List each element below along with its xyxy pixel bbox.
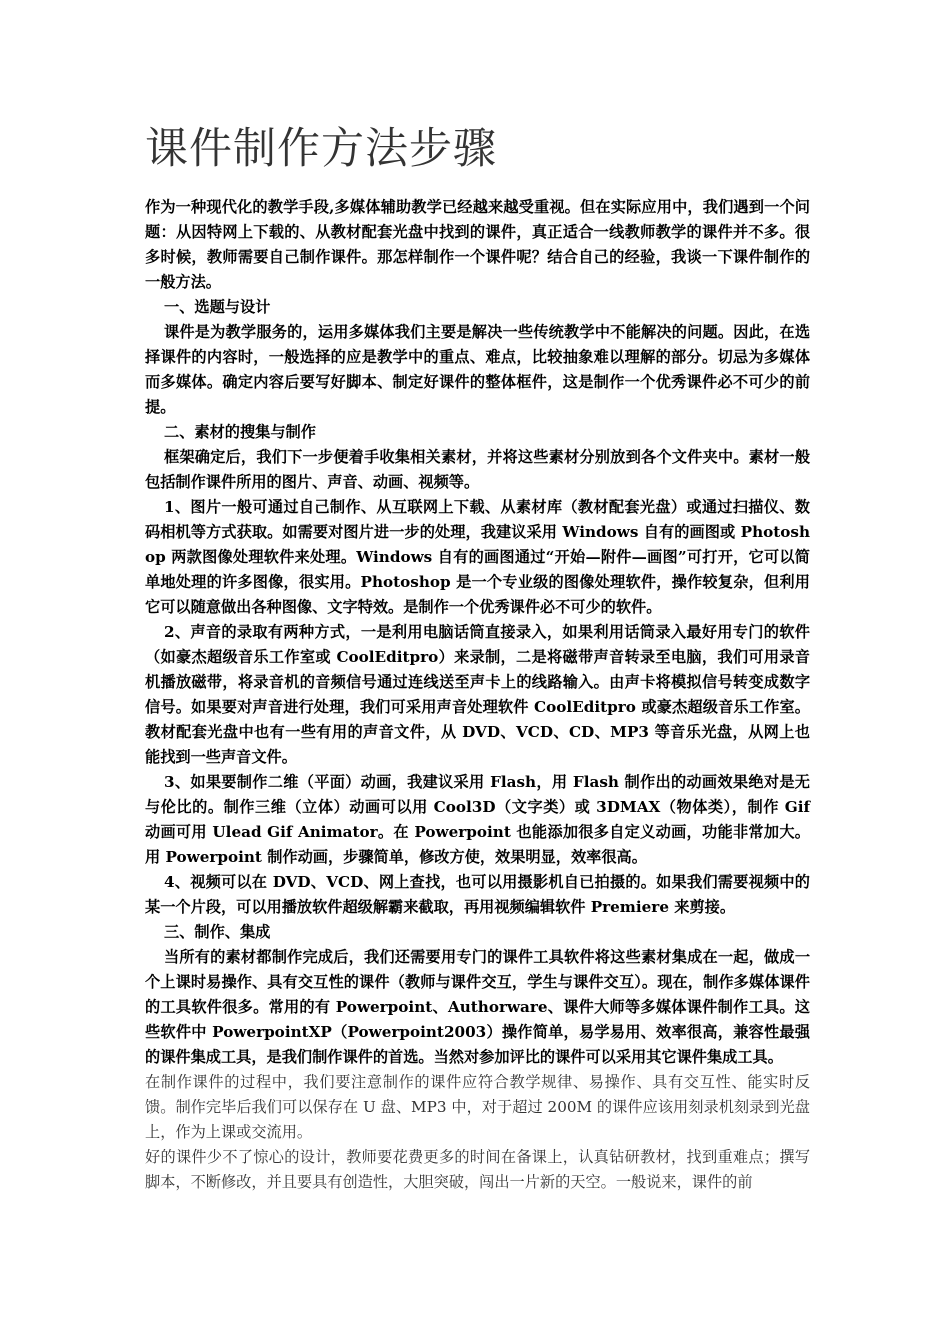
paragraph-saving: 在制作课件的过程中，我们要注意制作的课件应符合教学规律、易操作、具有交互性、能实时反馈。制作完毕后我们可以保存在 U 盘、MP3 中，对于超过 200M 的课件应该用刻录机刻录到光盘上，作为上课或交流用。 bbox=[145, 1073, 810, 1141]
document-body bbox=[145, 195, 810, 1195]
section-heading-materials: 二、素材的搜集与制作 bbox=[164, 423, 316, 441]
paragraph-integration: 当所有的素材都制作完成后，我们还需要用专门的课件工具软件将这些素材集成在一起，做成一个上课时易操作、具有交互性的课件（教师与课件交互，学生与课件交互）。现在，制作多媒体课件的工具软件很多。常用的有 Powerpoint、Authorware、课件大师等多媒体课件制作工具。这些软件中 PowerpointXP（Powerpoint2003）操作简单，易学易用、效率很高，兼容性最强的课件集成工具，是我们制作课件的首选。当然对参加评比的课件可以采用其它课件集成工具。 bbox=[145, 948, 810, 1066]
document-title: 课件制作方法步骤 bbox=[145, 124, 497, 174]
section-heading-integration: 三、制作、集成 bbox=[164, 923, 271, 941]
paragraph-images: 1、图片一般可通过自己制作、从互联网上下载、从素材库（教材配套光盘）或通过扫描仪、数码相机等方式获取。如需要对图片进一步的处理，我建议采用 Windows 自有的画图或 Photoshop 两款图像处理软件来处理。Windows 自有的画图通过“开始—附件—画图”可打开，它可以简单地处理的许多图像，很实用。Photoshop 是一个专业级的图像处理软件，操作较复杂，但利用它可以随意做出各种图像、文字特效。是制作一个优秀课件必不可少的软件。 bbox=[145, 498, 810, 616]
paragraph-materials: 框架确定后，我们下一步便着手收集相关素材，并将这些素材分别放到各个文件夹中。素材一般包括制作课件所用的图片、声音、动画、视频等。 bbox=[145, 448, 810, 491]
paragraph-sound: 2、声音的录取有两种方式，一是利用电脑话筒直接录入，如果利用话筒录入最好用专门的软件（如豪杰超级音乐工作室或 CoolEditpro）来录制，二是将磁带声音转录至电脑，我们可用录音机播放磁带，将录音机的音频信号通过连线送至声卡上的线路输入。由声卡将模拟信号转变成数字信号。如果要对声音进行处理，我们可采用声音处理软件 CoolEditpro 或豪杰超级音乐工作室。教材配套光盘中也有一些有用的声音文件，从 DVD、VCD、CD、MP3 等音乐光盘，从网上也能找到一些声音文件。 bbox=[145, 623, 810, 766]
paragraph-animation: 3、如果要制作二维（平面）动画，我建议采用 Flash，用 Flash 制作出的动画效果绝对是无与伦比的。制作三维（立体）动画可以用 Cool3D（文字类）或 3DMAX（物体类），制作 Gif 动画可用 Ulead Gif Animator。在 Powerpoint 也能添加很多自定义动画，功能非常加大。用 Powerpoint 制作动画，步骤简单，修改方使，效果明显，效率很高。 bbox=[145, 773, 810, 866]
paragraph-design-tips: 好的课件少不了惊心的设计，教师要花费更多的时间在备课上，认真钻研教材，找到重难点；撰写脚本，不断修改，并且要具有创造性，大胆突破，闯出一片新的天空。一般说来，课件的前 bbox=[145, 1148, 810, 1191]
paragraph-topic-design: 课件是为教学服务的，运用多媒体我们主要是解决一些传统教学中不能解决的问题。因此，在选择课件的内容时，一般选择的应是教学中的重点、难点，比较抽象难以理解的部分。切忌为多媒体而多媒体。确定内容后要写好脚本、制定好课件的整体框件，这是制作一个优秀课件必不可少的前提。 bbox=[145, 323, 810, 416]
intro-paragraph: 作为一种现代化的教学手段,多媒体辅助教学已经越来越受重视。但在实际应用中，我们遇到一个问题：从因特网上下载的、从教材配套光盘中找到的课件，真正适合一线教师教学的课件并不多。很多时候，教师需要自己制作课件。那怎样制作一个课件呢？结合自己的经验，我谈一下课件制作的一般方法。 bbox=[145, 198, 810, 291]
section-heading-topic-design: 一、选题与设计 bbox=[164, 298, 271, 316]
document-page bbox=[145, 118, 810, 1195]
paragraph-video: 4、视频可以在 DVD、VCD、网上查找，也可以用摄影机自已拍摄的。如果我们需要视频中的某一个片段，可以用播放软件超级解霸来截取，再用视频编辑软件 Premiere 来剪接。 bbox=[145, 873, 810, 916]
